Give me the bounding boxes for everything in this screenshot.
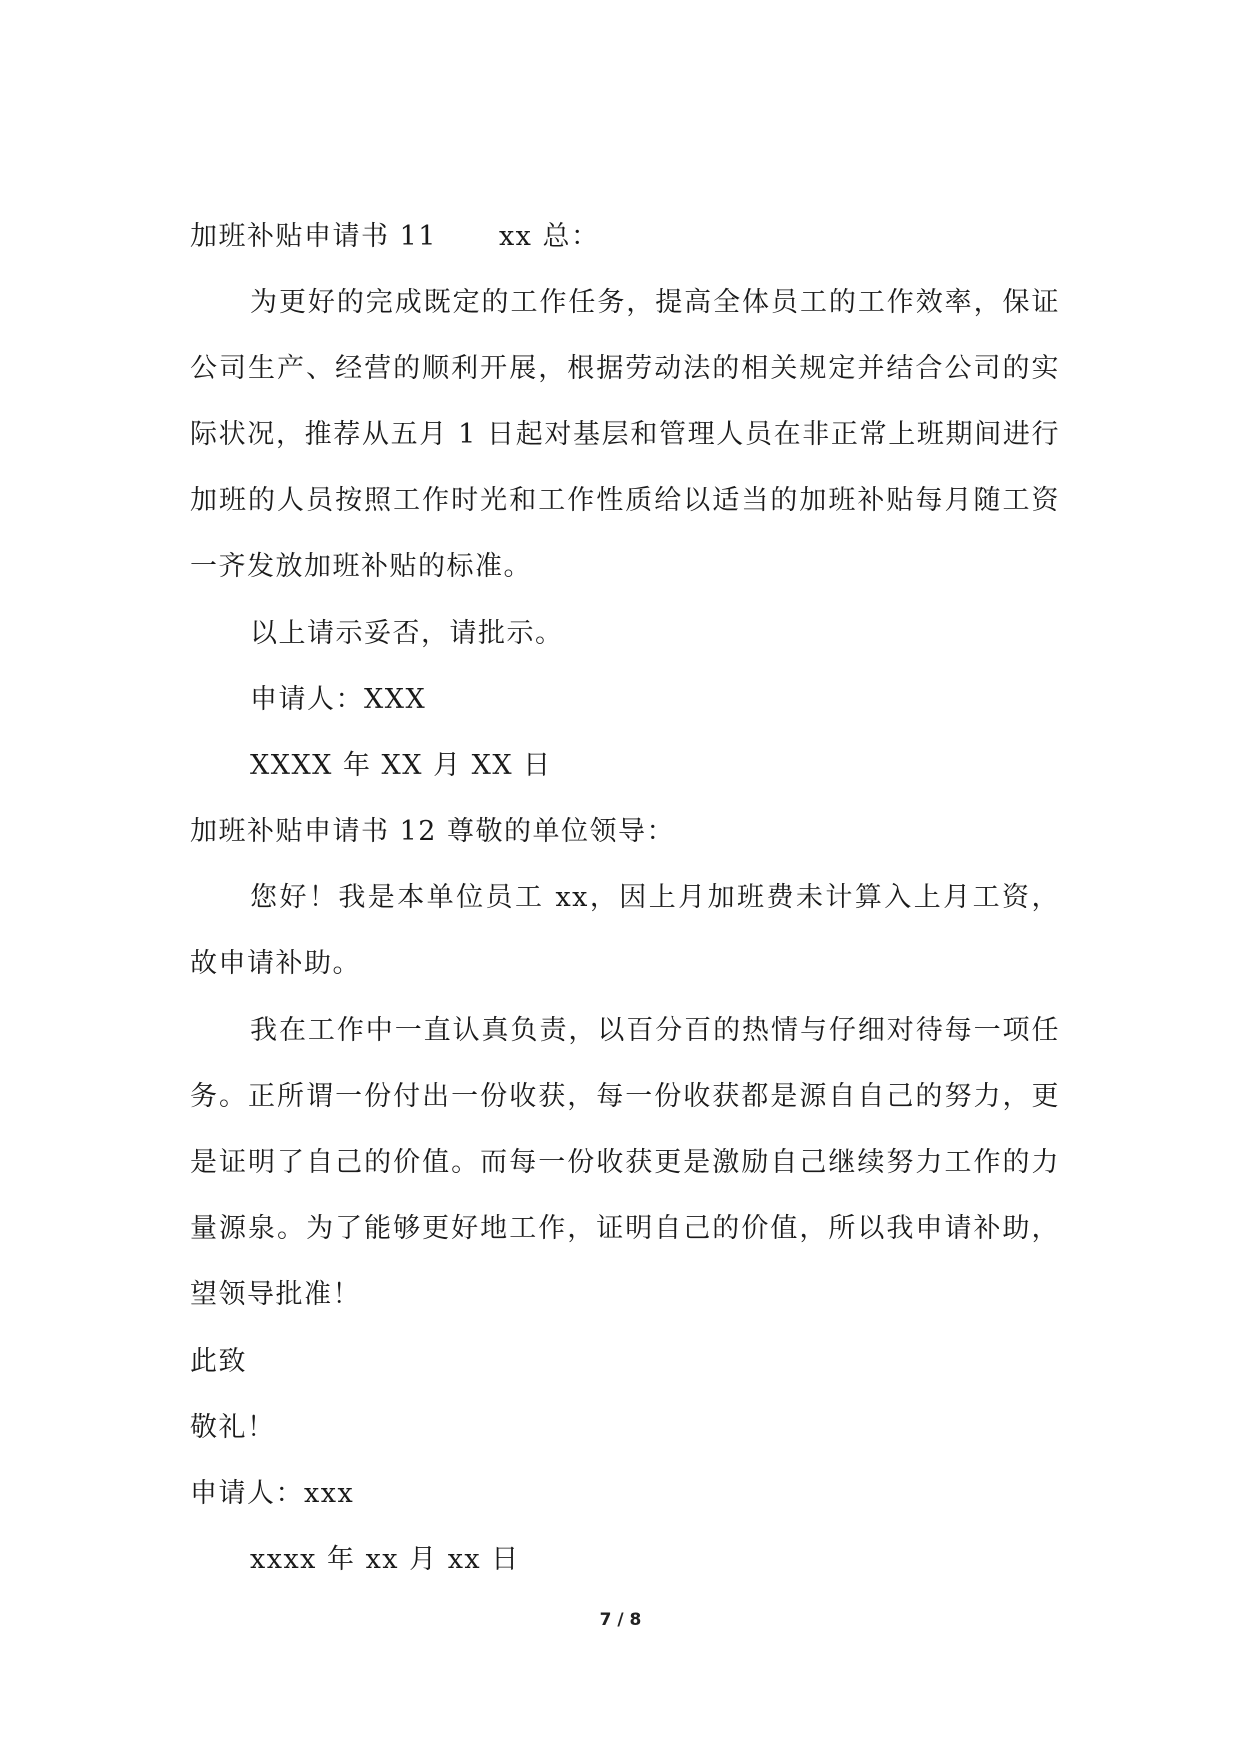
section1-salutation: xx 总： bbox=[498, 221, 600, 252]
document-body bbox=[190, 220, 1060, 1609]
section2-closing-2: 敬礼！ bbox=[190, 1412, 276, 1443]
section1-date: XXXX 年 XX 月 XX 日 bbox=[250, 750, 552, 781]
section2-closing-1: 此致 bbox=[190, 1346, 247, 1377]
section1-paragraph-2: 以上请示妥否，请批示。 bbox=[250, 618, 564, 649]
section1-heading bbox=[190, 220, 1060, 253]
section1-paragraph-1: 为更好的完成既定的工作任务，提高全体员工的工作效率，保证公司生产、经营的顺利开展，根据劳动法的相关规定并结合公司的实际状况，推荐从五月 1 日起对基层和管理人员在非正常上班期间进行加班的人员按照工作时光和工作性质给以适当的加班补贴每月随工资一齐发放加班补贴的标准。 bbox=[190, 287, 1060, 582]
section2-applicant: 申请人：xxx bbox=[190, 1478, 355, 1509]
section2-date: xxxx 年 xx 月 xx 日 bbox=[250, 1544, 520, 1575]
page-number: 7 / 8 bbox=[599, 1610, 642, 1630]
section2-heading: 加班补贴申请书 12 尊敬的单位领导： bbox=[190, 816, 676, 847]
section2-paragraph-2: 我在工作中一直认真负责，以百分百的热情与仔细对待每一项任务。正所谓一份付出一份收获，每一份收获都是源自自己的努力，更是证明了自己的价值。而每一份收获更是激励自己继续努力工作的力量源泉。为了能够更好地工作，证明自己的价值，所以我申请补助，望领导批准！ bbox=[190, 1015, 1060, 1310]
section1-title: 加班补贴申请书 11 bbox=[190, 221, 437, 252]
section2-paragraph-1: 您好！我是本单位员工 xx，因上月加班费未计算入上月工资，故申请补助。 bbox=[190, 882, 1060, 979]
section1-applicant: 申请人：XXX bbox=[250, 684, 427, 715]
